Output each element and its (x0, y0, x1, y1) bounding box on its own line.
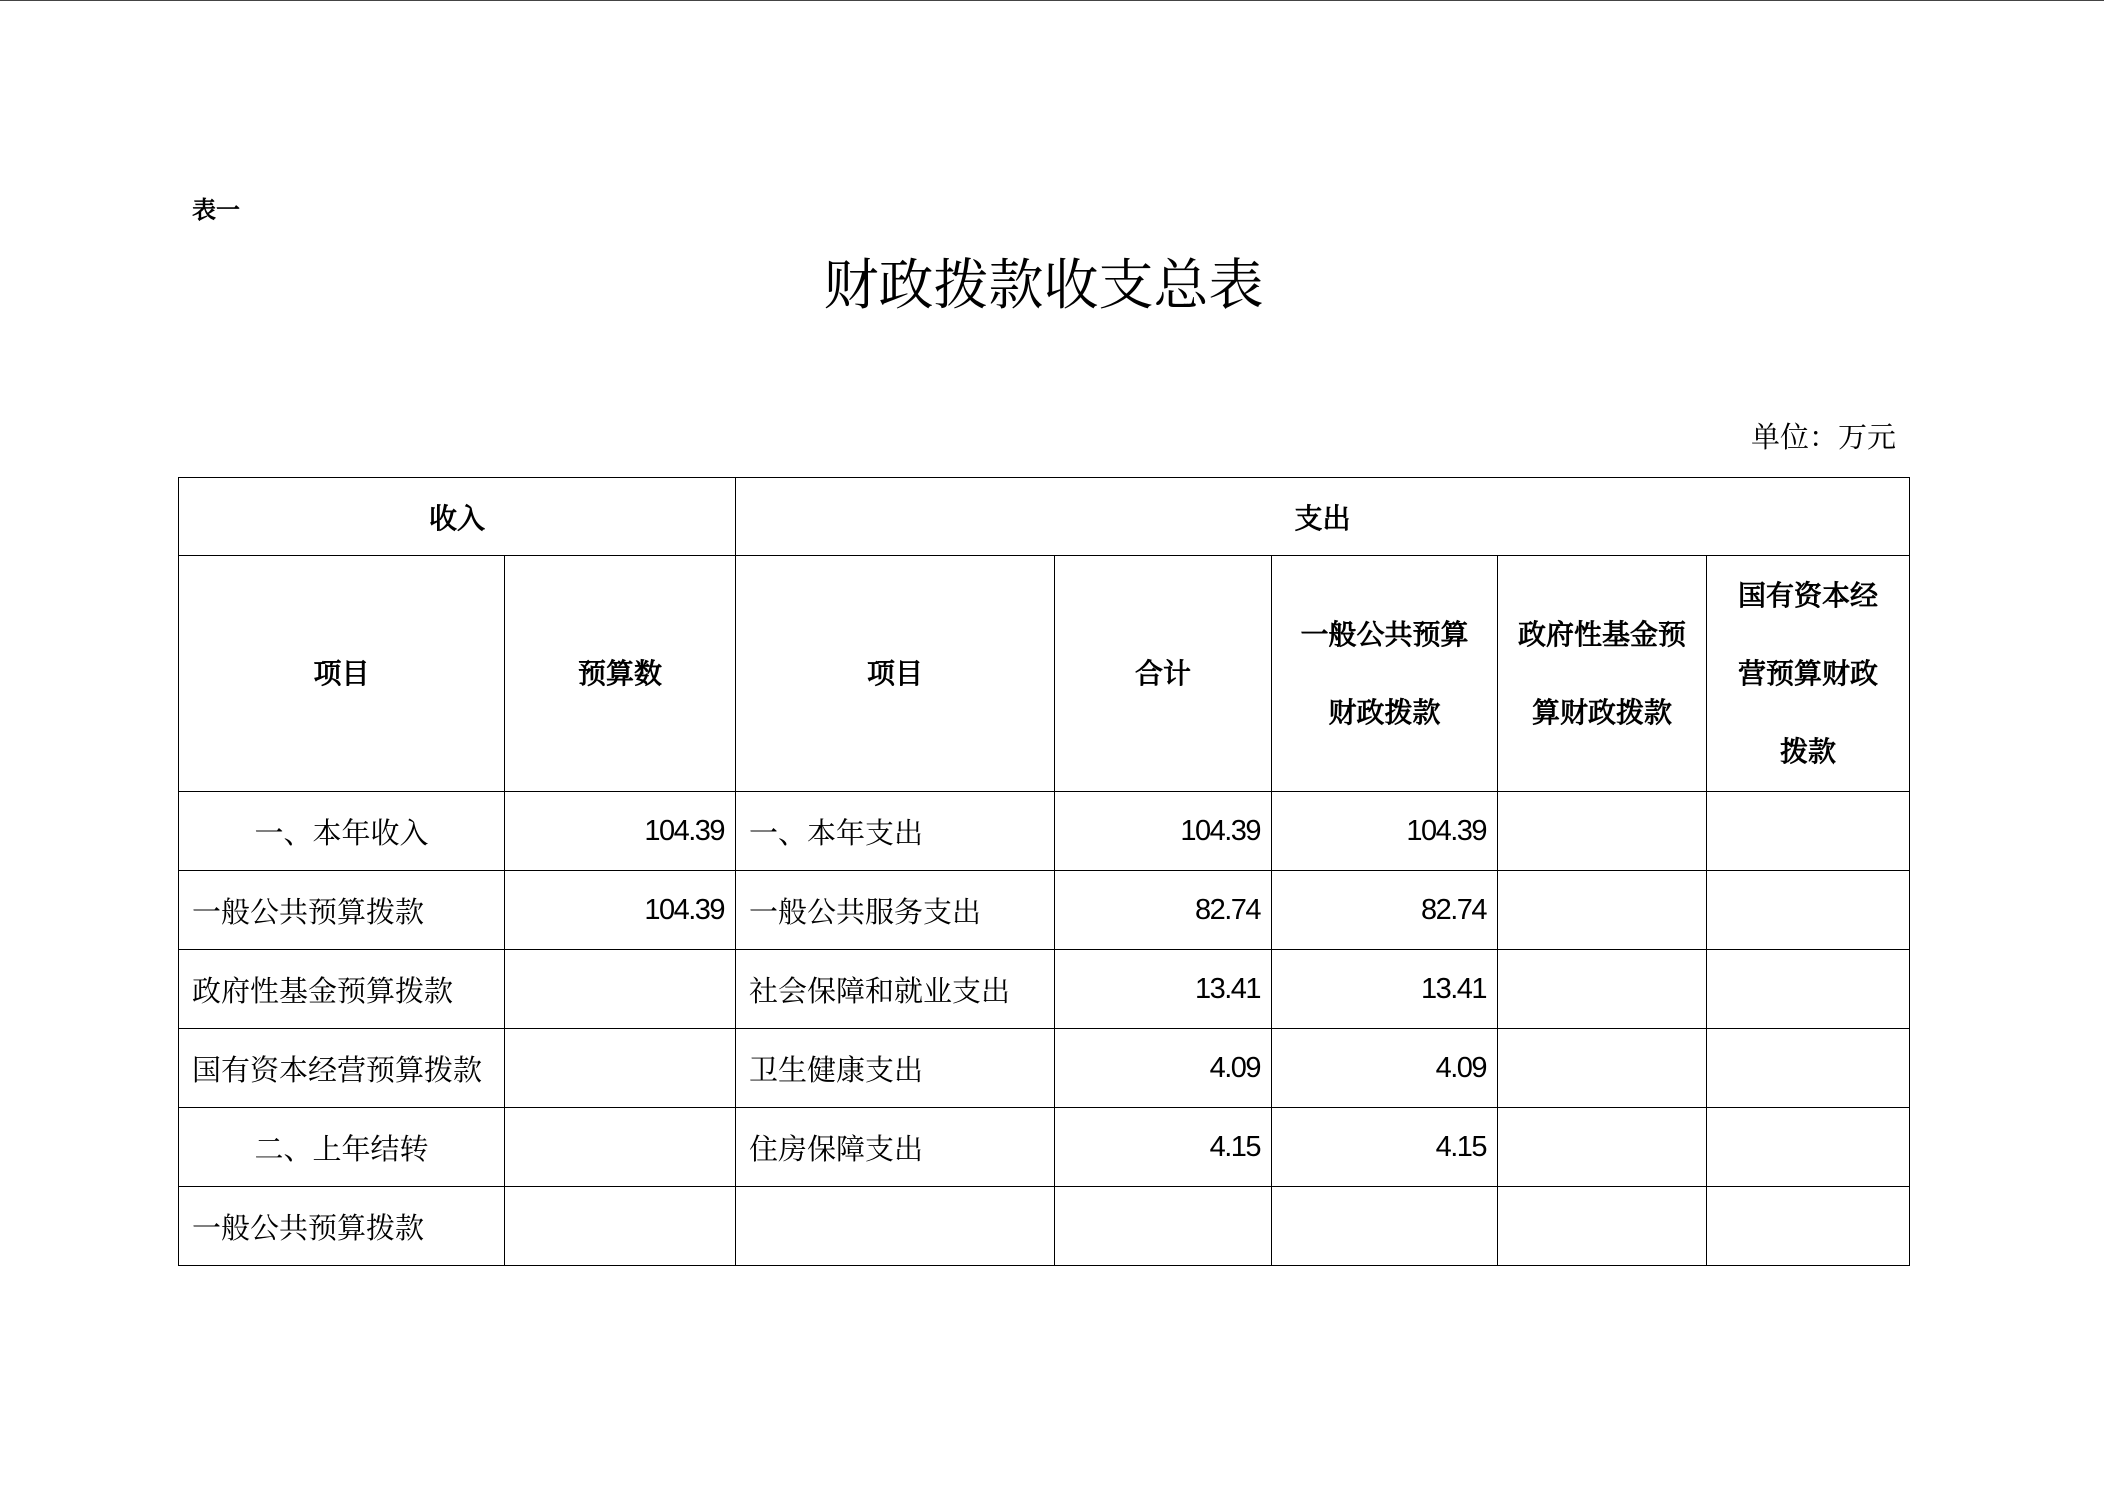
general-public-budget-cell (1272, 1187, 1498, 1266)
state-capital-budget-cell (1707, 950, 1910, 1029)
header-line: 拨款 (1780, 734, 1837, 768)
header-line: 项目 (313, 656, 370, 690)
government-fund-budget-cell (1498, 1187, 1707, 1266)
header-line: 项目 (867, 656, 924, 690)
state-capital-budget-header (1707, 556, 1910, 792)
general-public-budget-cell: 104.39 (1272, 792, 1498, 871)
expense-item-cell: 住房保障支出 (736, 1108, 1055, 1187)
income-budget-header (505, 556, 736, 792)
table-row (179, 792, 1910, 871)
income-budget-cell: 104.39 (505, 871, 736, 950)
header-line: 一般公共预算 (1300, 617, 1469, 651)
expense-item-cell: 卫生健康支出 (736, 1029, 1055, 1108)
budget-table (178, 477, 1910, 1266)
income-budget-cell (505, 950, 736, 1029)
expense-total-cell: 82.74 (1055, 871, 1272, 950)
state-capital-budget-cell (1707, 1029, 1910, 1108)
expense-total-cell: 13.41 (1055, 950, 1272, 1029)
header-line: 财政拨款 (1328, 695, 1441, 729)
expense-item-cell: 社会保障和就业支出 (736, 950, 1055, 1029)
income-item-cell: 二、上年结转 (179, 1108, 505, 1187)
table-row (179, 1108, 1910, 1187)
header-line: 国有资本经 (1738, 578, 1879, 612)
table-row (179, 1029, 1910, 1108)
income-budget-cell: 104.39 (505, 792, 736, 871)
income-budget-cell (505, 1108, 736, 1187)
table-row (179, 871, 1910, 950)
government-fund-budget-header (1498, 556, 1707, 792)
expense-item-cell (736, 1187, 1055, 1266)
income-item-header (179, 556, 505, 792)
government-fund-budget-cell (1498, 871, 1707, 950)
government-fund-budget-cell (1498, 1108, 1707, 1187)
government-fund-budget-cell (1498, 950, 1707, 1029)
general-public-budget-cell: 82.74 (1272, 871, 1498, 950)
expense-group-header: 支出 (736, 478, 1910, 556)
state-capital-budget-cell (1707, 871, 1910, 950)
income-budget-cell (505, 1029, 736, 1108)
expense-total-cell: 4.15 (1055, 1108, 1272, 1187)
header-line: 政府性基金预 (1518, 617, 1687, 651)
column-header-row (179, 556, 1910, 792)
income-budget-cell (505, 1187, 736, 1266)
government-fund-budget-cell (1498, 792, 1707, 871)
state-capital-budget-cell (1707, 1108, 1910, 1187)
income-group-header: 收入 (179, 478, 736, 556)
expense-item-header (736, 556, 1055, 792)
table-label: 表一 (192, 196, 240, 224)
header-line: 合计 (1135, 656, 1192, 690)
expense-total-header (1055, 556, 1272, 792)
header-line: 营预算财政 (1738, 656, 1879, 690)
header-line: 预算数 (578, 656, 663, 690)
state-capital-budget-cell (1707, 792, 1910, 871)
income-item-cell: 国有资本经营预算拨款 (179, 1029, 505, 1108)
general-public-budget-header (1272, 556, 1498, 792)
document-title: 财政拨款收支总表 (823, 253, 1264, 317)
government-fund-budget-cell (1498, 1029, 1707, 1108)
table-row (179, 1187, 1910, 1266)
expense-item-cell: 一般公共服务支出 (736, 871, 1055, 950)
expense-item-cell: 一、本年支出 (736, 792, 1055, 871)
expense-total-cell: 104.39 (1055, 792, 1272, 871)
group-header-row (179, 478, 1910, 556)
income-item-cell: 政府性基金预算拨款 (179, 950, 505, 1029)
table-row (179, 950, 1910, 1029)
header-line: 算财政拨款 (1532, 695, 1673, 729)
general-public-budget-cell: 4.09 (1272, 1029, 1498, 1108)
income-item-cell: 一、本年收入 (179, 792, 505, 871)
expense-total-cell (1055, 1187, 1272, 1266)
income-item-cell: 一般公共预算拨款 (179, 1187, 505, 1266)
income-item-cell: 一般公共预算拨款 (179, 871, 505, 950)
unit-note: 单位：万元 (1750, 420, 1896, 454)
state-capital-budget-cell (1707, 1187, 1910, 1266)
expense-total-cell: 4.09 (1055, 1029, 1272, 1108)
general-public-budget-cell: 13.41 (1272, 950, 1498, 1029)
general-public-budget-cell: 4.15 (1272, 1108, 1498, 1187)
